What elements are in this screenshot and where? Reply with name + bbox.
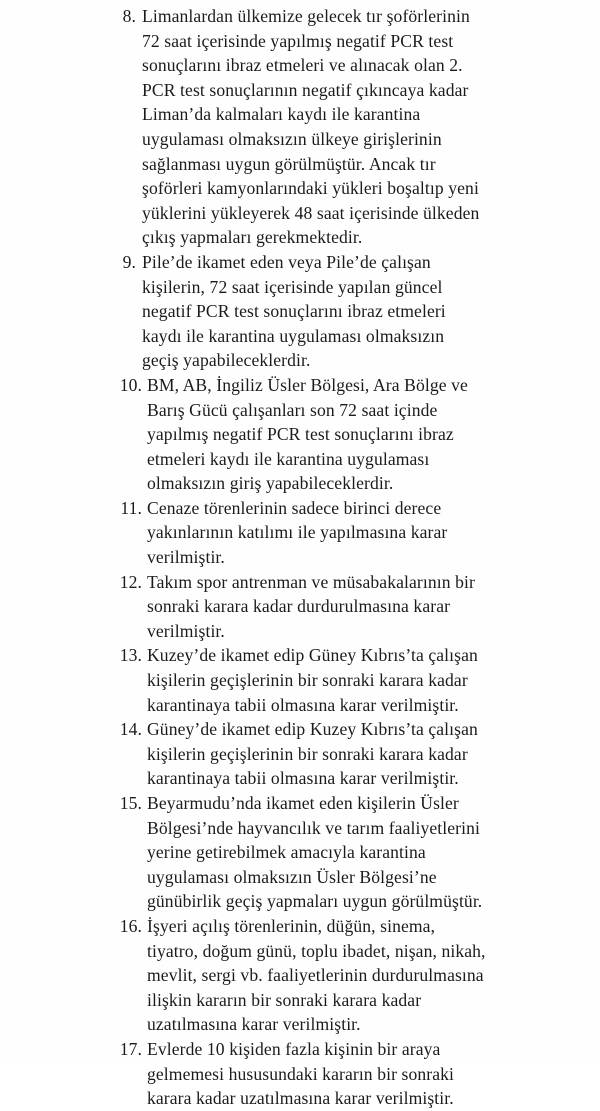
item-number: 11. — [120, 497, 142, 518]
item-text: Pile’de ikamet eden veya Pile’de çalışan kişilerin, 72 saat içerisinde yapılan güncel negatif PCR test sonuçlarını ibraz etmeleri kaydı ile karantina uygulaması olmaksızın geçiş yapabileceklerdir. — [142, 251, 446, 371]
list-item-15 — [0, 791, 600, 914]
list-item-9 — [0, 250, 600, 373]
item-number: 14. — [119, 719, 142, 740]
item-number: 15. — [119, 793, 142, 813]
item-text: Beyarmudu’nda ikamet eden kişilerin Üsler Bölgesi’nde hayvancılık ve tarım faaliyetlerini yerine getirebilmek amacıyla karantina uygulaması olmaksızın Üsler Bölgesi’ne günübirlik geçiş yapmaları uygun görülmüştür. — [147, 793, 483, 912]
decision-list — [0, 4, 600, 1111]
list-item-16 — [0, 914, 600, 1037]
item-text: Limanlardan ülkemize gelecek tır şoförlerinin 72 saat içerisinde yapılmış negatif PCR test sonuçlarını ibraz etmeleri ve alınacak olan 2. PCR test sonuçlarının negatif çıkıncaya kadar Liman’da kalmaları kaydı ile karantina uygulaması olmaksızın ülkeye girişlerinin sağlanması uygun görülmüştür. Ancak tır şoförleri kamyonlarındaki yükleri boşaltıp yeni yüklerini yükleyerek 48 saat içerisinde ülkeden çıkış yapmaları gerekmektedir. — [142, 6, 480, 248]
item-number: 13. — [119, 645, 142, 666]
item-number: 9. — [122, 251, 136, 272]
item-text: Güney’de ikamet edip Kuzey Kıbrıs’ta çalışan kişilerin geçişlerinin bir sonraki karara kadar karantinaya tabii olmasına karar verilmiştir. — [147, 719, 478, 789]
item-text: BM, AB, İngiliz Üsler Bölgesi, Ara Bölge ve Barış Gücü çalışanları son 72 saat içinde yapılmış negatif PCR test sonuçlarını ibraz etmeleri kaydı ile karantina uygulaması olmaksızın giriş yapabileceklerdir. — [147, 374, 468, 494]
list-item-12 — [0, 570, 600, 644]
list-item-10 — [0, 373, 600, 496]
item-text: Cenaze törenlerinin sadece birinci derece yakınlarının katılımı ile yapılmasına karar verilmiştir. — [147, 497, 448, 568]
item-text: İşyeri açılış törenlerinin, düğün, sinema, tiyatro, doğum günü, toplu ibadet, nişan, nikah, mevlit, sergi vb. faaliyetlerinin durdurulmasına ilişkin kararın bir sonraki karara kadar uzatılmasına karar verilmiştir. — [147, 915, 486, 1035]
list-item-14 — [0, 717, 600, 791]
item-number: 10. — [119, 374, 142, 395]
item-number: 12. — [119, 571, 142, 592]
item-number: 8. — [122, 6, 136, 26]
item-number: 17. — [119, 1038, 142, 1059]
item-text: Evlerde 10 kişiden fazla kişinin bir araya gelmemesi hususundaki kararın bir sonraki karara kadar uzatılmasına karar verilmiştir. — [147, 1038, 455, 1109]
list-item-13 — [0, 643, 600, 717]
list-item-17 — [0, 1037, 600, 1111]
list-item-8 — [0, 4, 600, 250]
list-item-11 — [0, 496, 600, 570]
item-number: 16. — [119, 915, 142, 936]
item-text: Kuzey’de ikamet edip Güney Kıbrıs’ta çalışan kişilerin geçişlerinin bir sonraki karara kadar karantinaya tabii olmasına karar verilmiştir. — [147, 645, 478, 715]
item-text: Takım spor antrenman ve müsabakalarının bir sonraki karara kadar durdurulmasına karar verilmiştir. — [147, 571, 475, 641]
